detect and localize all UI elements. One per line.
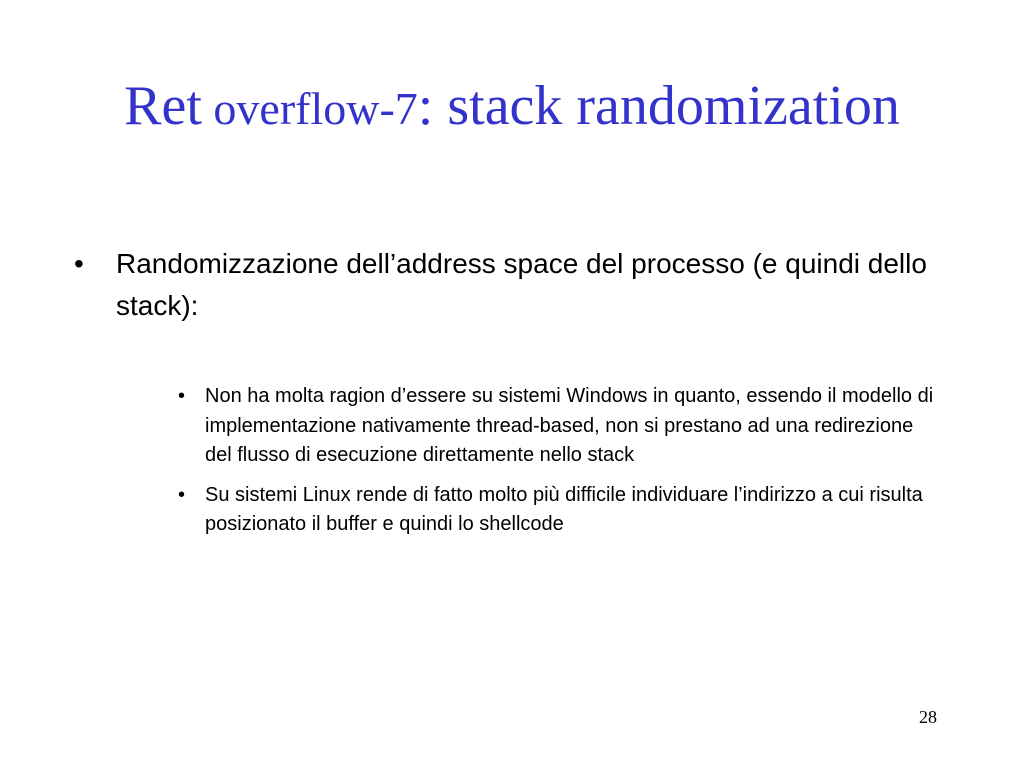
bullet-marker: •	[178, 385, 186, 407]
slide-title-part-2: overflow-7	[201, 83, 418, 134]
main-bullet	[74, 243, 954, 327]
sub-bullet-list	[178, 382, 938, 550]
slide-title-part-3: : stack randomization	[417, 75, 900, 137]
sub-bullet-text: Su sistemi Linux rende di fatto molto più difficile individuare l’indirizzo a cui risulta posizionato il buffer e quindi lo shellcode	[205, 483, 923, 535]
sub-bullet-windows	[178, 382, 938, 471]
slide-title	[0, 75, 1024, 137]
slide-title-part-1: Ret	[124, 75, 202, 137]
bullet-marker: •	[74, 248, 84, 279]
bullet-marker: •	[178, 483, 186, 506]
sub-bullet-linux	[178, 481, 938, 540]
page-number: 28	[919, 707, 937, 727]
sub-bullet-text: Non ha molta ragion d’essere su sistemi Windows in quanto, essendo il modello di implementazione nativamente thread-based, non si prestano ad una redirezione del flusso di esecuzione direttamente nello stack	[205, 385, 934, 466]
main-bullet-text: Randomizzazione dell’address space del processo (e quindi dello stack):	[116, 248, 927, 321]
